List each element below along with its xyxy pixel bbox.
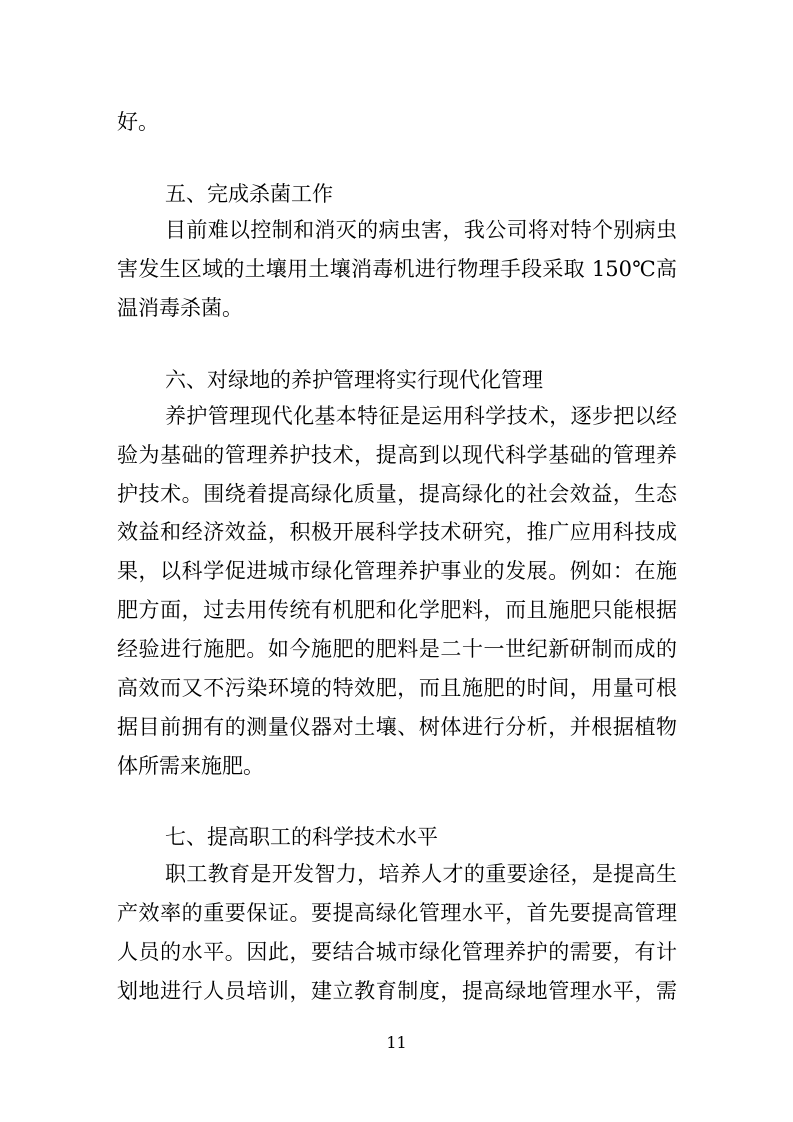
paragraph-line: 养护管理现代化基本特征是运用科学技术，逐步把以经 [165,404,677,428]
paragraph-line: 据目前拥有的测量仪器对土壤、树体进行分析，并根据植物 [117,715,677,739]
paragraph-line: 经验进行施肥。如今施肥的肥料是二十一世纪新研制而成的 [117,637,677,661]
paragraph-line: 护技术。围绕着提高绿化质量，提高绿化的社会效益，生态 [117,482,677,506]
section-heading-6: 六、对绿地的养护管理将实行现代化管理 [165,368,543,392]
section-heading-5: 五、完成杀菌工作 [165,182,333,206]
page-number: 11 [386,1033,407,1052]
paragraph-line: 效益和经济效益，积极开展科学技术研究，推广应用科技成 [117,520,677,544]
paragraph-line: 高效而又不污染环境的特效肥，而且施肥的时间，用量可根 [117,676,677,700]
continuation-text: 好。 [117,110,159,134]
paragraph-line: 目前难以控制和消灭的病虫害，我公司将对特个别病虫 [165,218,677,242]
paragraph-line: 害发生区域的土壤用土壤消毒机进行物理手段采取 150℃高 [117,257,677,281]
section-heading-7: 七、提高职工的科学技术水平 [165,825,438,849]
paragraph-line: 划地进行人员培训，建立教育制度，提高绿地管理水平，需 [117,979,677,1003]
paragraph-line: 人员的水平。因此，要结合城市绿化管理养护的需要，有计 [117,940,677,964]
paragraph-line: 温消毒杀菌。 [117,296,243,320]
paragraph-line: 产效率的重要保证。要提高绿化管理水平，首先要提高管理 [117,901,677,925]
paragraph-line: 体所需来施肥。 [117,754,264,778]
paragraph-line: 果，以科学促进城市绿化管理养护事业的发展。例如：在施 [117,559,677,583]
paragraph-line: 肥方面，过去用传统有机肥和化学肥料，而且施肥只能根据 [117,598,677,622]
paragraph-line: 职工教育是开发智力，培养人才的重要途径，是提高生 [165,862,677,886]
paragraph-line: 验为基础的管理养护技术，提高到以现代科学基础的管理养 [117,443,677,467]
